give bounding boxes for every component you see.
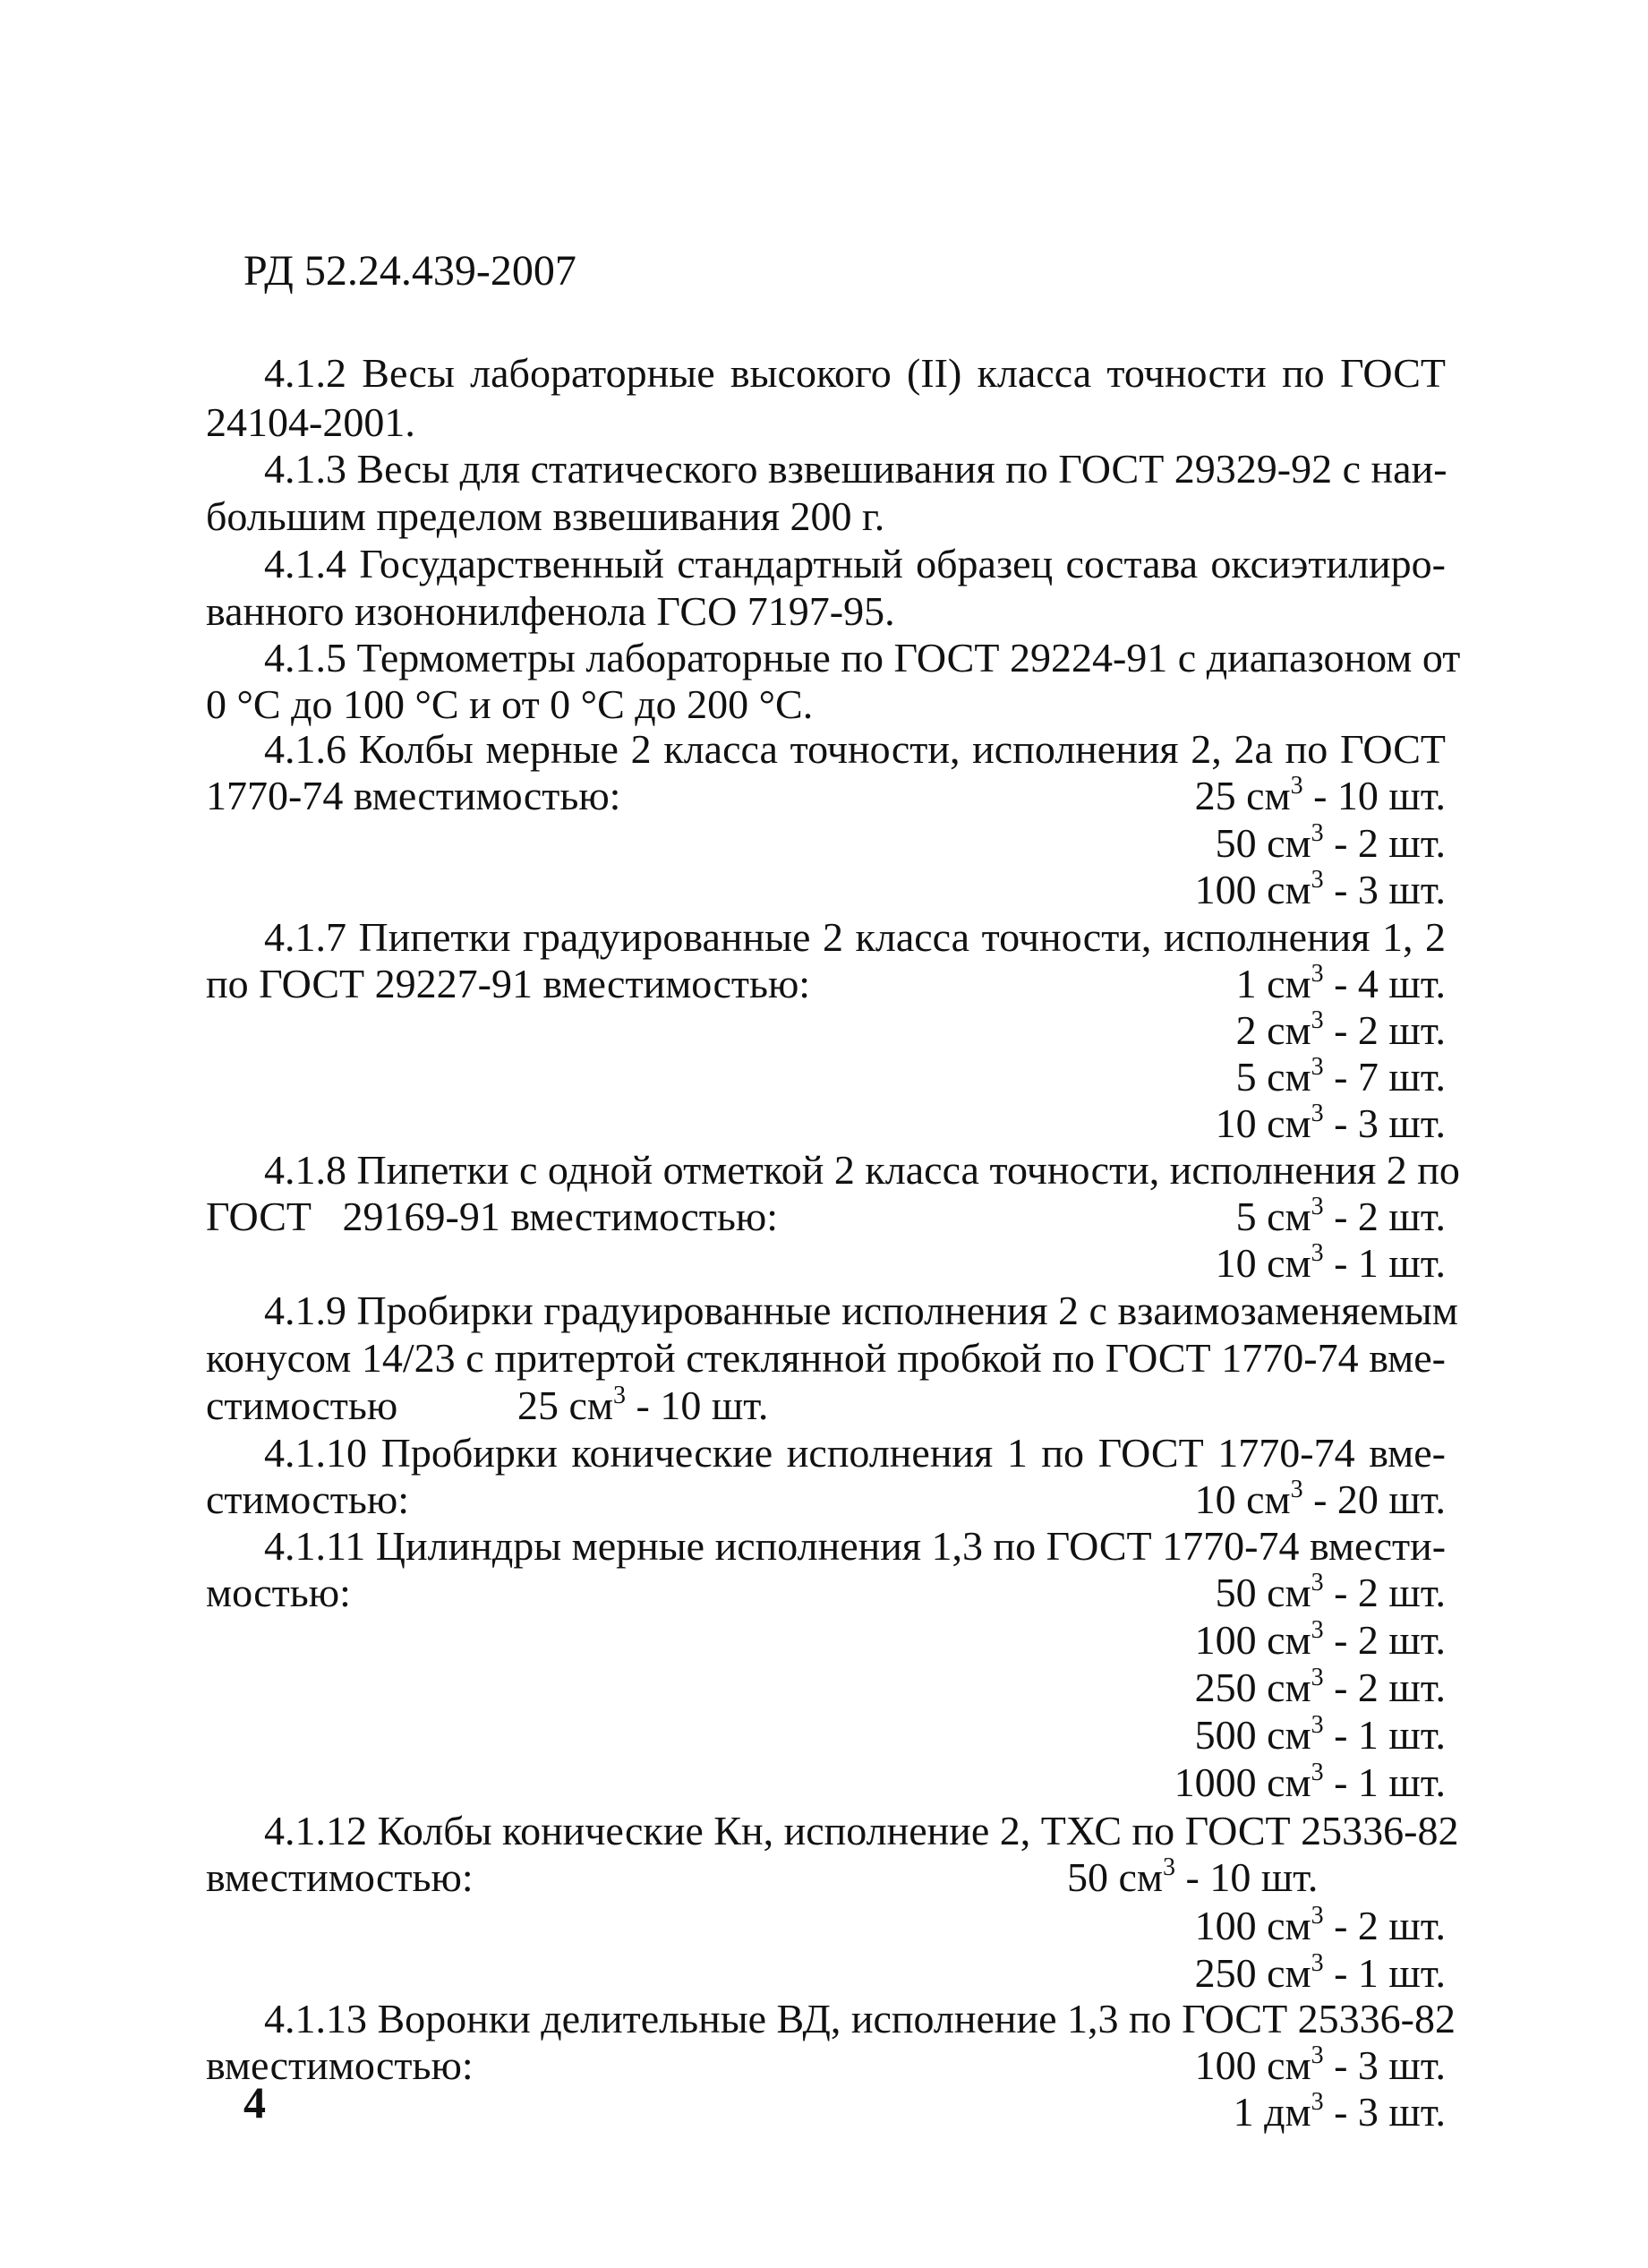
item-4-1-13-line-1: 4.1.13 Воронки делительные ВД, исполнение 1,3 по ГОСТ 25336-82 [264, 1996, 1456, 2041]
item-4-1-12-line-2: вместимостью: [206, 1854, 474, 1900]
capacity-volume: 50 см [1067, 1854, 1164, 1900]
capacity-quantity: - 2 шт. [1334, 820, 1446, 866]
superscript: 3 [1311, 1902, 1324, 1930]
superscript: 3 [1163, 1853, 1176, 1881]
capacity-row [1067, 1853, 1318, 1908]
capacity-volume: 5 см [1235, 1054, 1311, 1100]
capacity-row [1174, 1759, 1446, 1813]
capacity-volume: 1 см [1235, 961, 1311, 1006]
item-4-1-4-line-2: ванного изононилфенола ГСО 7197-95. [206, 588, 895, 634]
capacity-volume: 100 см [1194, 1617, 1311, 1663]
capacity-quantity: - 3 шт. [1334, 2042, 1446, 2088]
item-4-1-6-line-1: 4.1.6 Колбы мерные 2 класса точности, исполнения 2, 2а по ГОСТ [264, 726, 1446, 772]
capacity-volume: 2 см [1235, 1007, 1311, 1053]
page-number: 4 [243, 2077, 266, 2127]
superscript: 3 [1311, 1949, 1324, 1977]
capacity-row [1195, 1711, 1446, 1766]
capacity-quantity: - 1 шт. [1334, 1759, 1446, 1805]
capacity-quantity: - 1 шт. [1334, 1712, 1446, 1758]
superscript: 3 [1311, 1193, 1324, 1220]
capacity-volume: 10 см [1194, 1476, 1291, 1522]
item-4-1-9-line-2: конусом 14/23 с притертой стеклянной пробкой по ГОСТ 1770-74 вме- [206, 1335, 1446, 1381]
superscript: 3 [1290, 1476, 1303, 1503]
capacity-quantity: - 2 шт. [1334, 1194, 1446, 1239]
superscript: 3 [613, 1382, 627, 1409]
superscript: 3 [1311, 1711, 1324, 1739]
capacity-volume: 250 см [1194, 1665, 1311, 1710]
capacity-volume: 10 см [1215, 1100, 1311, 1146]
capacity-quantity: - 1 шт. [1334, 1950, 1446, 1996]
capacity-volume: 1000 см [1174, 1759, 1311, 1805]
item-4-1-12-line-1: 4.1.12 Колбы конические Кн, исполнение 2, ТХС по ГОСТ 25336-82 [264, 1808, 1459, 1853]
superscript: 3 [1311, 819, 1324, 847]
capacity-quantity: - 2 шт. [1334, 1570, 1446, 1615]
capacity-row [1234, 2088, 1446, 2143]
superscript: 3 [1311, 1664, 1324, 1691]
capacity-volume: 1 дм [1233, 2089, 1311, 2135]
superscript: 3 [1311, 1759, 1324, 1786]
capacity-quantity: - 20 шт. [1313, 1476, 1446, 1522]
superscript: 3 [1311, 1006, 1324, 1034]
capacity-volume: 25 см [1194, 773, 1291, 818]
item-4-1-5-line-1: 4.1.5 Термометры лабораторные по ГОСТ 29224-91 с диапазоном от [264, 635, 1461, 680]
capacity-row [1195, 1664, 1446, 1718]
item-4-1-10-line-2: стимостью: [206, 1476, 410, 1522]
capacity-quantity: - 2 шт. [1334, 1617, 1446, 1663]
superscript: 3 [1311, 866, 1324, 894]
item-4-1-10-line-1: 4.1.10 Пробирки конические исполнения 1 по ГОСТ 1770-74 вме- [264, 1430, 1446, 1476]
superscript: 3 [1311, 1239, 1324, 1267]
capacity-quantity: - 2 шт. [1334, 1665, 1446, 1710]
capacity-volume: 25 см [517, 1382, 614, 1428]
item-4-1-8-line-2: ГОСТ 29169-91 вместимостью: [206, 1194, 778, 1239]
document-code-header: РД 52.24.439-2007 [243, 247, 576, 295]
item-4-1-7-line-1: 4.1.7 Пипетки градуированные 2 класса точности, исполнения 1, 2 [264, 914, 1446, 960]
capacity-quantity: - 7 шт. [1334, 1054, 1446, 1100]
capacity-row [1216, 1569, 1446, 1623]
capacity-volume: 100 см [1194, 2042, 1311, 2088]
capacity-quantity: - 3 шт. [1334, 867, 1446, 912]
superscript: 3 [1311, 960, 1324, 988]
superscript: 3 [1311, 1569, 1324, 1596]
capacity-volume: 100 см [1194, 1903, 1311, 1948]
item-4-1-2-line-2: 24104-2001. [206, 399, 415, 445]
capacity-quantity: - 10 шт. [1185, 1854, 1319, 1900]
capacity-quantity: - 3 шт. [1334, 2089, 1446, 2135]
item-4-1-9-line-3: стимостью [206, 1382, 398, 1428]
superscript: 3 [1311, 1616, 1324, 1644]
capacity-volume: 10 см [1215, 1240, 1311, 1286]
item-4-1-8-line-1: 4.1.8 Пипетки с одной отметкой 2 класса точности, исполнения 2 по [264, 1147, 1460, 1193]
capacity-volume: 5 см [1235, 1194, 1311, 1239]
capacity-row [1195, 1902, 1446, 1956]
capacity-quantity: - 1 шт. [1334, 1240, 1446, 1286]
item-4-1-6-line-2: 1770-74 вместимостью: [206, 773, 621, 818]
superscript: 3 [1311, 2088, 1324, 2116]
item-4-1-13-line-2: вместимостью: [206, 2042, 474, 2088]
capacity-volume: 50 см [1215, 1570, 1311, 1615]
capacity-row [517, 1382, 768, 1436]
item-4-1-5-line-2: 0 °С до 100 °С и от 0 °С до 200 °С. [206, 681, 814, 727]
capacity-quantity: - 4 шт. [1334, 961, 1446, 1006]
capacity-quantity: - 10 шт. [636, 1382, 769, 1428]
superscript: 3 [1311, 1100, 1324, 1127]
item-4-1-3-line-1: 4.1.3 Весы для статического взвешивания по ГОСТ 29329-92 с наи- [264, 446, 1447, 492]
capacity-volume: 250 см [1194, 1950, 1311, 1996]
superscript: 3 [1290, 772, 1303, 800]
item-4-1-11-line-2: мостью: [206, 1570, 351, 1615]
item-4-1-7-line-2: по ГОСТ 29227-91 вместимостью: [206, 961, 811, 1006]
item-4-1-2-line-1: 4.1.2 Весы лабораторные высокого (II) класса точности по ГОСТ [264, 350, 1446, 396]
capacity-quantity: - 2 шт. [1334, 1007, 1446, 1053]
capacity-row [1195, 772, 1446, 826]
item-4-1-4-line-1: 4.1.4 Государственный стандартный образец состава оксиэтилиро- [264, 541, 1446, 586]
capacity-volume: 100 см [1194, 867, 1311, 912]
item-4-1-3-line-2: большим пределом взвешивания 200 г. [206, 493, 885, 539]
capacity-quantity: - 10 шт. [1313, 773, 1446, 818]
capacity-quantity: - 3 шт. [1334, 1100, 1446, 1146]
capacity-volume: 50 см [1215, 820, 1311, 866]
capacity-row [1195, 1616, 1446, 1671]
item-4-1-9-line-1: 4.1.9 Пробирки градуированные исполнения 2 с взаимозаменяемым [264, 1288, 1458, 1333]
item-4-1-11-line-1: 4.1.11 Цилиндры мерные исполнения 1,3 по ГОСТ 1770-74 вмести- [264, 1523, 1447, 1569]
capacity-volume: 500 см [1194, 1712, 1311, 1758]
capacity-row [1216, 1239, 1446, 1294]
capacity-quantity: - 2 шт. [1334, 1903, 1446, 1948]
superscript: 3 [1311, 2041, 1324, 2069]
superscript: 3 [1311, 1053, 1324, 1081]
capacity-row [1195, 866, 1446, 920]
